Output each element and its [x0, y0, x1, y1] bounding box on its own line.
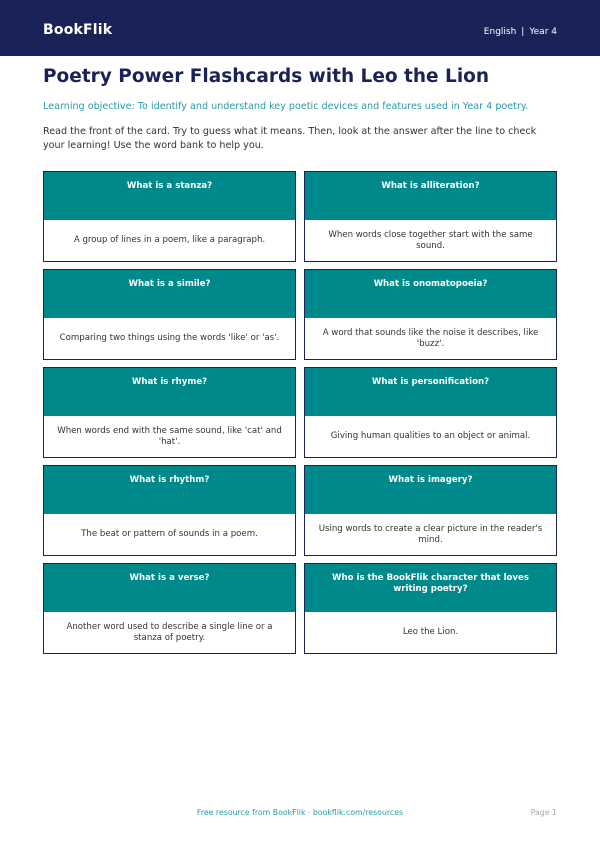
year-label: Year 4 [529, 27, 557, 37]
flashcard-back: When words end with the same sound, like 'cat' and 'hat'. [57, 425, 282, 447]
flashcard-back: A group of lines in a poem, like a paragraph. [73, 235, 266, 245]
flashcard-front: Who is the BookFlik character that loves writing poetry? [305, 564, 556, 612]
flashcard-back: Comparing two things using the words 'like' or 'as'. [59, 333, 280, 343]
flashcard [43, 171, 296, 262]
flashcard [304, 269, 557, 360]
flashcard-front: What is personification? [305, 368, 556, 416]
brand-logo-text: BookFlik [43, 22, 113, 38]
flashcard-front: What is onomatopoeia? [305, 270, 556, 318]
top-bar [0, 0, 600, 56]
flashcard [304, 367, 557, 458]
footer-credit: Free resource from BookFlik · bookflik.com/resources [196, 808, 404, 817]
flashcard-back: A word that sounds like the noise it describes, like 'buzz'. [322, 327, 539, 349]
flashcard [43, 367, 296, 458]
flashcard-back: Giving human qualities to an object or animal. [330, 431, 531, 441]
page-title: Poetry Power Flashcards with Leo the Lion [43, 66, 490, 87]
flashcard-back: Leo the Lion. [402, 627, 459, 637]
subject-label: English [483, 27, 517, 37]
flashcard [304, 171, 557, 262]
flashcard [304, 563, 557, 654]
flashcard-back: Using words to create a clear picture in the reader's mind. [318, 523, 543, 545]
flashcard [43, 269, 296, 360]
flashcard-front: What is alliteration? [305, 172, 556, 220]
flashcard-front: What is a verse? [44, 564, 295, 612]
flashcard-front: What is a stanza? [44, 172, 295, 220]
flashcard-back: The beat or pattern of sounds in a poem. [81, 529, 258, 539]
flashcard [43, 563, 296, 654]
flashcard-front: What is rhyme? [44, 368, 295, 416]
flashcard [304, 465, 557, 556]
flashcard-back: Another word used to describe a single line or a stanza of poetry. [66, 621, 273, 643]
breadcrumb-separator: | [521, 27, 525, 37]
learning-objective: Learning objective: To identify and understand key poetic devices and features used in Year 4 poetry. [43, 101, 529, 112]
flashcard [43, 465, 296, 556]
instructions-text: Read the front of the card. Try to guess what it means. Then, look at the answer after the line to check your learning! Use the word bank to help you. [43, 126, 537, 151]
page-number: Page 1 [530, 808, 557, 817]
flashcard-back: When words close together start with the same sound. [328, 229, 533, 251]
flashcard-front: What is rhythm? [44, 466, 295, 514]
flashcard-front: What is a simile? [44, 270, 295, 318]
flashcard-front: What is imagery? [305, 466, 556, 514]
subject-breadcrumb [484, 27, 557, 37]
